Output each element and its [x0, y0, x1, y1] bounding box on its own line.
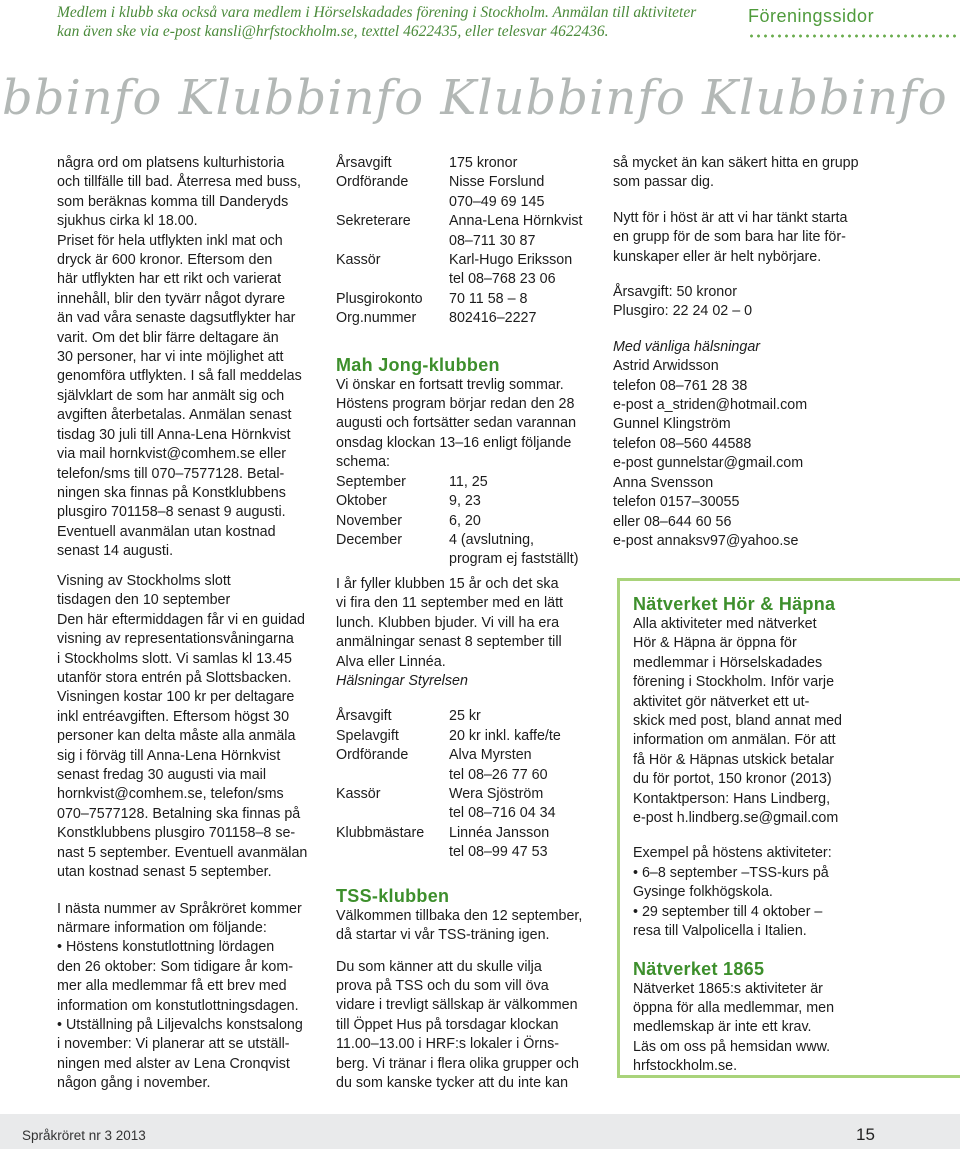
text-line: augusti och fortsätter sedan varannan [336, 415, 577, 432]
contact-line: telefon 0157–30055 [613, 494, 740, 511]
info-value: tel 08–99 47 53 [449, 844, 548, 861]
info-value: Wera Sjöström [449, 786, 544, 803]
info-key [336, 843, 449, 862]
schedule-month: Oktober [336, 493, 387, 510]
text-line: självklart de som har anmält sig och [57, 387, 285, 404]
schedule-dates: 9, 23 [449, 493, 481, 510]
text-line: i Stockholms slott. Vi samlas kl 13.45 [57, 650, 292, 667]
mahjong-heading: Mah Jong-klubben [336, 354, 500, 375]
text-line: Höstens program börjar redan den 28 [336, 396, 575, 413]
text-line: Konstklubbens plusgiro 701158–8 se- [57, 825, 296, 842]
schedule-row [336, 531, 579, 550]
greeting: Hälsningar Styrelsen [336, 673, 468, 690]
text-line: plusgiro 701158–8 senast 9 augusti. [57, 504, 286, 521]
text-line: genomföra utflykten. I så fall meddelas [57, 368, 302, 385]
text-line: personer kan delta måste alla anmäla [57, 728, 296, 745]
tss-continued-block [613, 154, 958, 551]
text-line: utan kostnad senast 5 september. [57, 864, 272, 881]
info-row [336, 212, 583, 231]
info-key [336, 270, 449, 289]
info-row [336, 232, 583, 251]
header-note [57, 3, 697, 41]
anniversary-block [336, 575, 606, 1093]
info-row [336, 290, 583, 309]
info-key: Kassör [336, 252, 381, 269]
text-line: telefon/sms till 070–7577128. Betal- [57, 465, 285, 482]
text-line: som beräknas komma till Danderyds [57, 193, 289, 210]
info-value: 70 11 58 – 8 [449, 290, 528, 307]
schedule-month: September [336, 473, 406, 490]
excursion-text [57, 154, 312, 562]
info-value: Karl-Hugo Eriksson [449, 252, 573, 269]
text-line: resa till Valpolicella i Italien. [633, 923, 807, 940]
text-line: hrfstockholm.se. [633, 1058, 738, 1075]
dotted-rule [748, 34, 960, 38]
text-line: några ord om platsens kulturhistoria [57, 155, 285, 171]
info-row [336, 193, 583, 212]
info-row [336, 746, 561, 765]
schedule-row [336, 512, 579, 531]
text-line: Nytt för i höst är att vi har tänkt starta [613, 209, 848, 226]
info-value: tel 08–26 77 60 [449, 766, 548, 783]
info-row [336, 785, 561, 804]
schedule-month: November [336, 512, 402, 529]
info-row [336, 173, 583, 192]
text-line: information om konstutlottningsdagen. [57, 997, 299, 1014]
contact-line: telefon 08–761 28 38 [613, 377, 748, 394]
text-line: vi fira den 11 september med en lätt [336, 595, 564, 612]
text-line: Priset för hela utflykten inkl mat och [57, 232, 283, 249]
contact-line: e-post a_striden@hotmail.com [613, 397, 808, 414]
club-info-table [336, 154, 583, 329]
info-key: Org.nummer [336, 310, 417, 327]
info-key: Sekreterare [336, 213, 411, 230]
text-line: Alva eller Linnéa. [336, 653, 446, 670]
info-key [336, 193, 449, 212]
info-value: tel 08–768 23 06 [449, 271, 556, 288]
examples-title: Exempel på höstens aktiviteter: [633, 845, 832, 862]
text-line: Läs om oss på hemsidan www. [633, 1038, 831, 1055]
info-row [336, 727, 561, 746]
network-block [633, 593, 953, 1077]
info-value: tel 08–716 04 34 [449, 805, 556, 822]
text-line: mer alla medlemmar få ett brev med [57, 978, 287, 995]
text-line: visning av representationsvåningarna [57, 631, 294, 648]
info-value: 802416–2227 [449, 310, 537, 327]
text-line: som passar dig. [613, 174, 714, 191]
club-info-banner: bbinfo Klubbinfo Klubbinfo Klubbinfo [2, 70, 948, 126]
schedule-row [336, 473, 579, 492]
mahjong-info-table [336, 707, 561, 862]
text-line: medlemskap är inte ett krav. [633, 1019, 812, 1036]
text-line: Vi önskar en fortsatt trevlig sommar. [336, 376, 564, 393]
text-line: prova på TSS och du som vill öva [336, 977, 549, 994]
info-value: Nisse Forslund [449, 174, 545, 191]
info-row [336, 824, 561, 843]
text-line: aktivitet gör nätverket ett ut- [633, 693, 810, 710]
text-line: hornkvist@comhem.se, telefon/sms [57, 786, 284, 803]
schedule-row [336, 492, 579, 511]
info-value: 25 kr [449, 708, 481, 725]
info-value: 175 kronor [449, 155, 518, 171]
giro-line: Plusgiro: 22 24 02 – 0 [613, 303, 753, 320]
text-line: 30 personer, har vi inte möjlighet att [57, 349, 284, 366]
info-key: Klubbmästare [336, 824, 425, 841]
text-line: ningen med alster av Lena Cronqvist [57, 1055, 290, 1072]
text-line: till Öppet Hus på torsdagar klockan [336, 1016, 559, 1033]
text-line: närmare information om följande: [57, 919, 267, 936]
info-key: Spelavgift [336, 727, 399, 744]
schedule-dates: 11, 25 [449, 473, 488, 490]
contact-line: e-post gunnelstar@gmail.com [613, 455, 804, 472]
text-line: Alla aktiviteter med nätverket [633, 616, 817, 632]
info-row [336, 766, 561, 785]
contact-line: eller 08–644 60 56 [613, 513, 732, 530]
text-line: innehåll, blir den tyvärr något dyrare [57, 290, 286, 307]
text-line: kunskaper eller är helt nybörjare. [613, 248, 822, 265]
info-value: 20 kr inkl. kaffe/te [449, 727, 561, 744]
text-line: i november: Vi planerar att se utställ- [57, 1036, 290, 1053]
section-label: Föreningssidor [748, 6, 875, 26]
text-line: du för portot, 150 kronor (2013) [633, 771, 832, 788]
text-line: här utflykten har ett rikt och varierat [57, 271, 282, 288]
text-line: förening i Stockholm. Inför varje [633, 674, 835, 691]
text-line: utanför stora entrén på Slottsbacken. [57, 670, 292, 687]
text-line: ningen ska finnas på Konstklubbens [57, 484, 286, 501]
text-line: än vad våra senaste dagsutflykter har [57, 310, 296, 327]
text-line: vidare i trevligt sällskap är välkommen [336, 997, 578, 1014]
info-key: Årsavgift [336, 155, 392, 171]
text-line: någon gång i november. [57, 1075, 211, 1092]
text-line: du som kanske tycker att du inte kan [336, 1074, 569, 1091]
network-heading: Nätverket Hör & Häpna [633, 594, 836, 614]
text-line: Du som känner att du skulle vilja [336, 958, 542, 975]
text-line: inkl entréavgiften. Eftersom högst 30 [57, 708, 290, 725]
info-key: Ordförande [336, 174, 409, 191]
info-key: Ordförande [336, 747, 409, 764]
page-number: 15 [856, 1125, 875, 1144]
network-1865-heading: Nätverket 1865 [633, 958, 765, 979]
info-row [336, 309, 583, 328]
text-line: så mycket än kan säkert hitta en grupp [613, 155, 859, 171]
text-line: varit. Om det blir färre deltagare än [57, 329, 279, 346]
bullet-line: • Höstens konstutlottning lördagen [57, 938, 322, 957]
info-row [336, 251, 583, 270]
contact-line: Anna Svensson [613, 474, 714, 491]
contact-line: Astrid Arwidsson [613, 358, 719, 375]
info-value: Anna-Lena Hörnkvist [449, 213, 583, 230]
header-note-line: Medlem i klubb ska också vara medlem i Hörselskadades förening i Stockholm. Anmälan till aktiviteter [57, 4, 697, 21]
text-line: Välkommen tillbaka den 12 september, [336, 907, 583, 924]
article-subtitle: tisdagen den 10 september [57, 592, 231, 609]
castle-visit-text [57, 572, 322, 1094]
bullet-line: • 29 september till 4 oktober – [633, 903, 953, 922]
text-line: Den här eftermiddagen får vi en guidad [57, 611, 305, 628]
info-row [336, 270, 583, 289]
text-line: Nätverket 1865:s aktiviteter är [633, 980, 823, 997]
text-line: Hör & Häpna är öppna för [633, 635, 797, 652]
info-value: Alva Myrsten [449, 747, 532, 764]
text-line: den 26 oktober: Som tidigare år kom- [57, 958, 294, 975]
club-info-block [336, 154, 596, 570]
text-line: 070–7577128. Betalning ska finnas på [57, 805, 301, 822]
text-line: dryck är 600 kronor. Eftersom den [57, 252, 273, 269]
text-line: tisdag 30 juli till Anna-Lena Hörnkvist [57, 426, 291, 443]
article-title: Visning av Stockholms slott [57, 573, 231, 589]
text-line: sjukhus cirka kl 18.00. [57, 213, 198, 230]
schedule-row [336, 550, 579, 569]
schedule-month: December [336, 531, 402, 548]
schedule-dates: program ej fastställt) [449, 551, 579, 568]
fee-line: Årsavgift: 50 kronor [613, 284, 737, 301]
info-key: Årsavgift [336, 708, 392, 725]
text-line: öppna för alla medlemmar, men [633, 999, 835, 1016]
schedule-dates: 6, 20 [449, 512, 481, 529]
text-line: Eventuell avanmälan utan kostnad [57, 523, 276, 540]
greeting: Med vänliga hälsningar [613, 338, 761, 355]
text-line: onsdag klockan 13–16 enligt följande [336, 434, 572, 451]
text-line: och tillfälle till bad. Återresa med buss, [57, 174, 301, 191]
text-line: en grupp för de som bara har lite för- [613, 229, 846, 246]
info-row [336, 707, 561, 726]
text-line: I nästa nummer av Språkröret kommer [57, 900, 302, 917]
schedule-dates: 4 (avslutning, [449, 531, 535, 548]
bullet-line: • Utställning på Liljevalchs konstsalong [57, 1016, 322, 1035]
header-note-line: kan även ske via e-post kansli@hrfstockholm.se, texttel 4622435, eller telesvar 4622436. [57, 23, 609, 40]
contact-line: telefon 08–560 44588 [613, 435, 752, 452]
text-line: sig i förväg till Anna-Lena Hörnkvist [57, 747, 281, 764]
text-line: skick med post, bland annat med [633, 713, 843, 730]
text-line: lunch. Klubben bjuder. Vi vill ha era [336, 614, 560, 631]
text-line: senast 14 augusti. [57, 543, 174, 560]
info-row [336, 843, 561, 862]
text-line: få Hör & Häpnas utskick betalar [633, 751, 835, 768]
info-value: 070–49 69 145 [449, 193, 545, 210]
text-line: senast fredag 30 augusti via mail [57, 767, 267, 784]
info-key [336, 804, 449, 823]
text-line: e-post h.lindberg.se@gmail.com [633, 810, 839, 827]
info-value: Linnéa Jansson [449, 824, 550, 841]
mahjong-schedule [336, 473, 579, 570]
info-row [336, 154, 583, 173]
schedule-month [336, 550, 449, 569]
text-line: information om anmälan. För att [633, 732, 836, 749]
info-row [336, 804, 561, 823]
text-line: Visningen kostar 100 kr per deltagare [57, 689, 295, 706]
text-line: Kontaktperson: Hans Lindberg, [633, 790, 831, 807]
info-key: Kassör [336, 786, 381, 803]
text-line: berg. Vi tränar i flera olika grupper och [336, 1055, 579, 1072]
info-key: Plusgirokonto [336, 290, 423, 307]
text-line: anmälningar senast 8 september till [336, 634, 562, 651]
info-key [336, 766, 449, 785]
text-line: avgiften återbetalas. Anmälan senast [57, 407, 292, 424]
contact-line: Gunnel Klingström [613, 416, 731, 433]
contact-line: e-post annaksv97@yahoo.se [613, 532, 799, 549]
tss-heading: TSS-klubben [336, 885, 450, 906]
text-line: I år fyller klubben 15 år och det ska [336, 576, 559, 592]
text-line: då startar vi vår TSS-träning igen. [336, 927, 550, 944]
text-line: 11.00–13.00 i HRF:s lokaler i Örns- [336, 1036, 560, 1053]
info-key [336, 232, 449, 251]
text-line: medlemmar i Hörselskadades [633, 654, 823, 671]
info-value: 08–711 30 87 [449, 232, 536, 249]
text-line: via mail hornkvist@comhem.se eller [57, 446, 287, 463]
issue-label: Språkröret nr 3 2013 [22, 1128, 146, 1143]
bullet-line: • 6–8 september –TSS-kurs på [633, 864, 953, 883]
text-line: schema: [336, 454, 391, 471]
text-line: Gysinge folkhögskola. [633, 884, 773, 901]
text-line: nast 5 september. Eventuell avanmälan [57, 844, 308, 861]
